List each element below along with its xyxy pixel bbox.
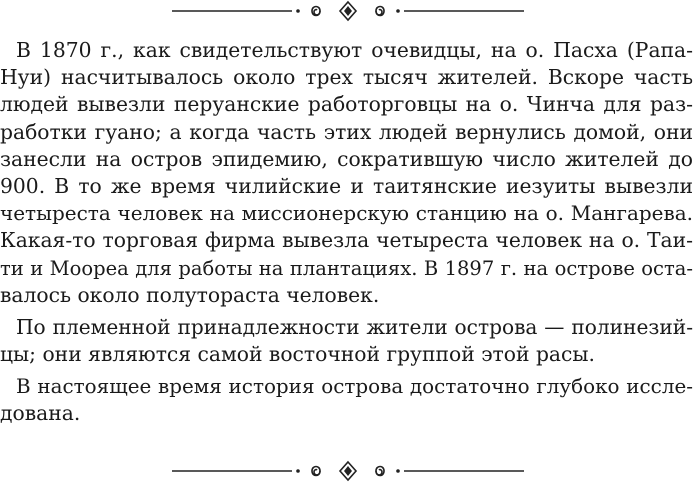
flourish-divider-icon xyxy=(172,0,524,22)
text-line: Нуи) насчитывалось около трех тысяч жителей. Вскоре часть xyxy=(0,65,693,90)
text-line: Какая-то торговая фирма вывезла четыреста человек на о. Таи- xyxy=(0,228,693,253)
paragraph-3 xyxy=(0,373,693,427)
text-line: В 1870 г., как свидетельствуют очевидцы, на о. Пасха (Рапа- xyxy=(16,38,693,62)
text-line: занесли на остров эпидемию, сократившую число жителей до xyxy=(0,146,693,171)
text-line: ти и Моореа для работы на плантациях. В 1897 г. на острове оста- xyxy=(0,256,693,280)
text-line: валось около полутораста человек. xyxy=(0,282,380,307)
paragraph-2 xyxy=(0,314,693,368)
text-line: В настоящее время история острова достаточно глубоко иссле- xyxy=(16,375,693,399)
text-line: По племенной принадлежности жители острова — полинезий- xyxy=(16,314,693,339)
text-line: 900. В то же время чилийские и таитянские иезуиты вывезли xyxy=(0,173,693,198)
paragraph-1 xyxy=(0,37,693,309)
flourish-divider-icon xyxy=(172,460,524,482)
article-body xyxy=(0,37,693,428)
text-line: четыреста человек на миссионерскую станцию на о. Мангарева. xyxy=(0,201,693,226)
top-ornament-divider xyxy=(172,0,524,22)
text-line: работки гуано; а когда часть этих людей вернулись домой, они xyxy=(0,119,693,144)
text-line: людей вывезли перуанские работорговцы на о. Чинча для раз- xyxy=(0,92,693,117)
bottom-ornament-divider xyxy=(172,460,524,482)
text-line: цы; они являются самой восточной группой этой расы. xyxy=(0,342,595,367)
text-line: дована. xyxy=(0,401,81,426)
